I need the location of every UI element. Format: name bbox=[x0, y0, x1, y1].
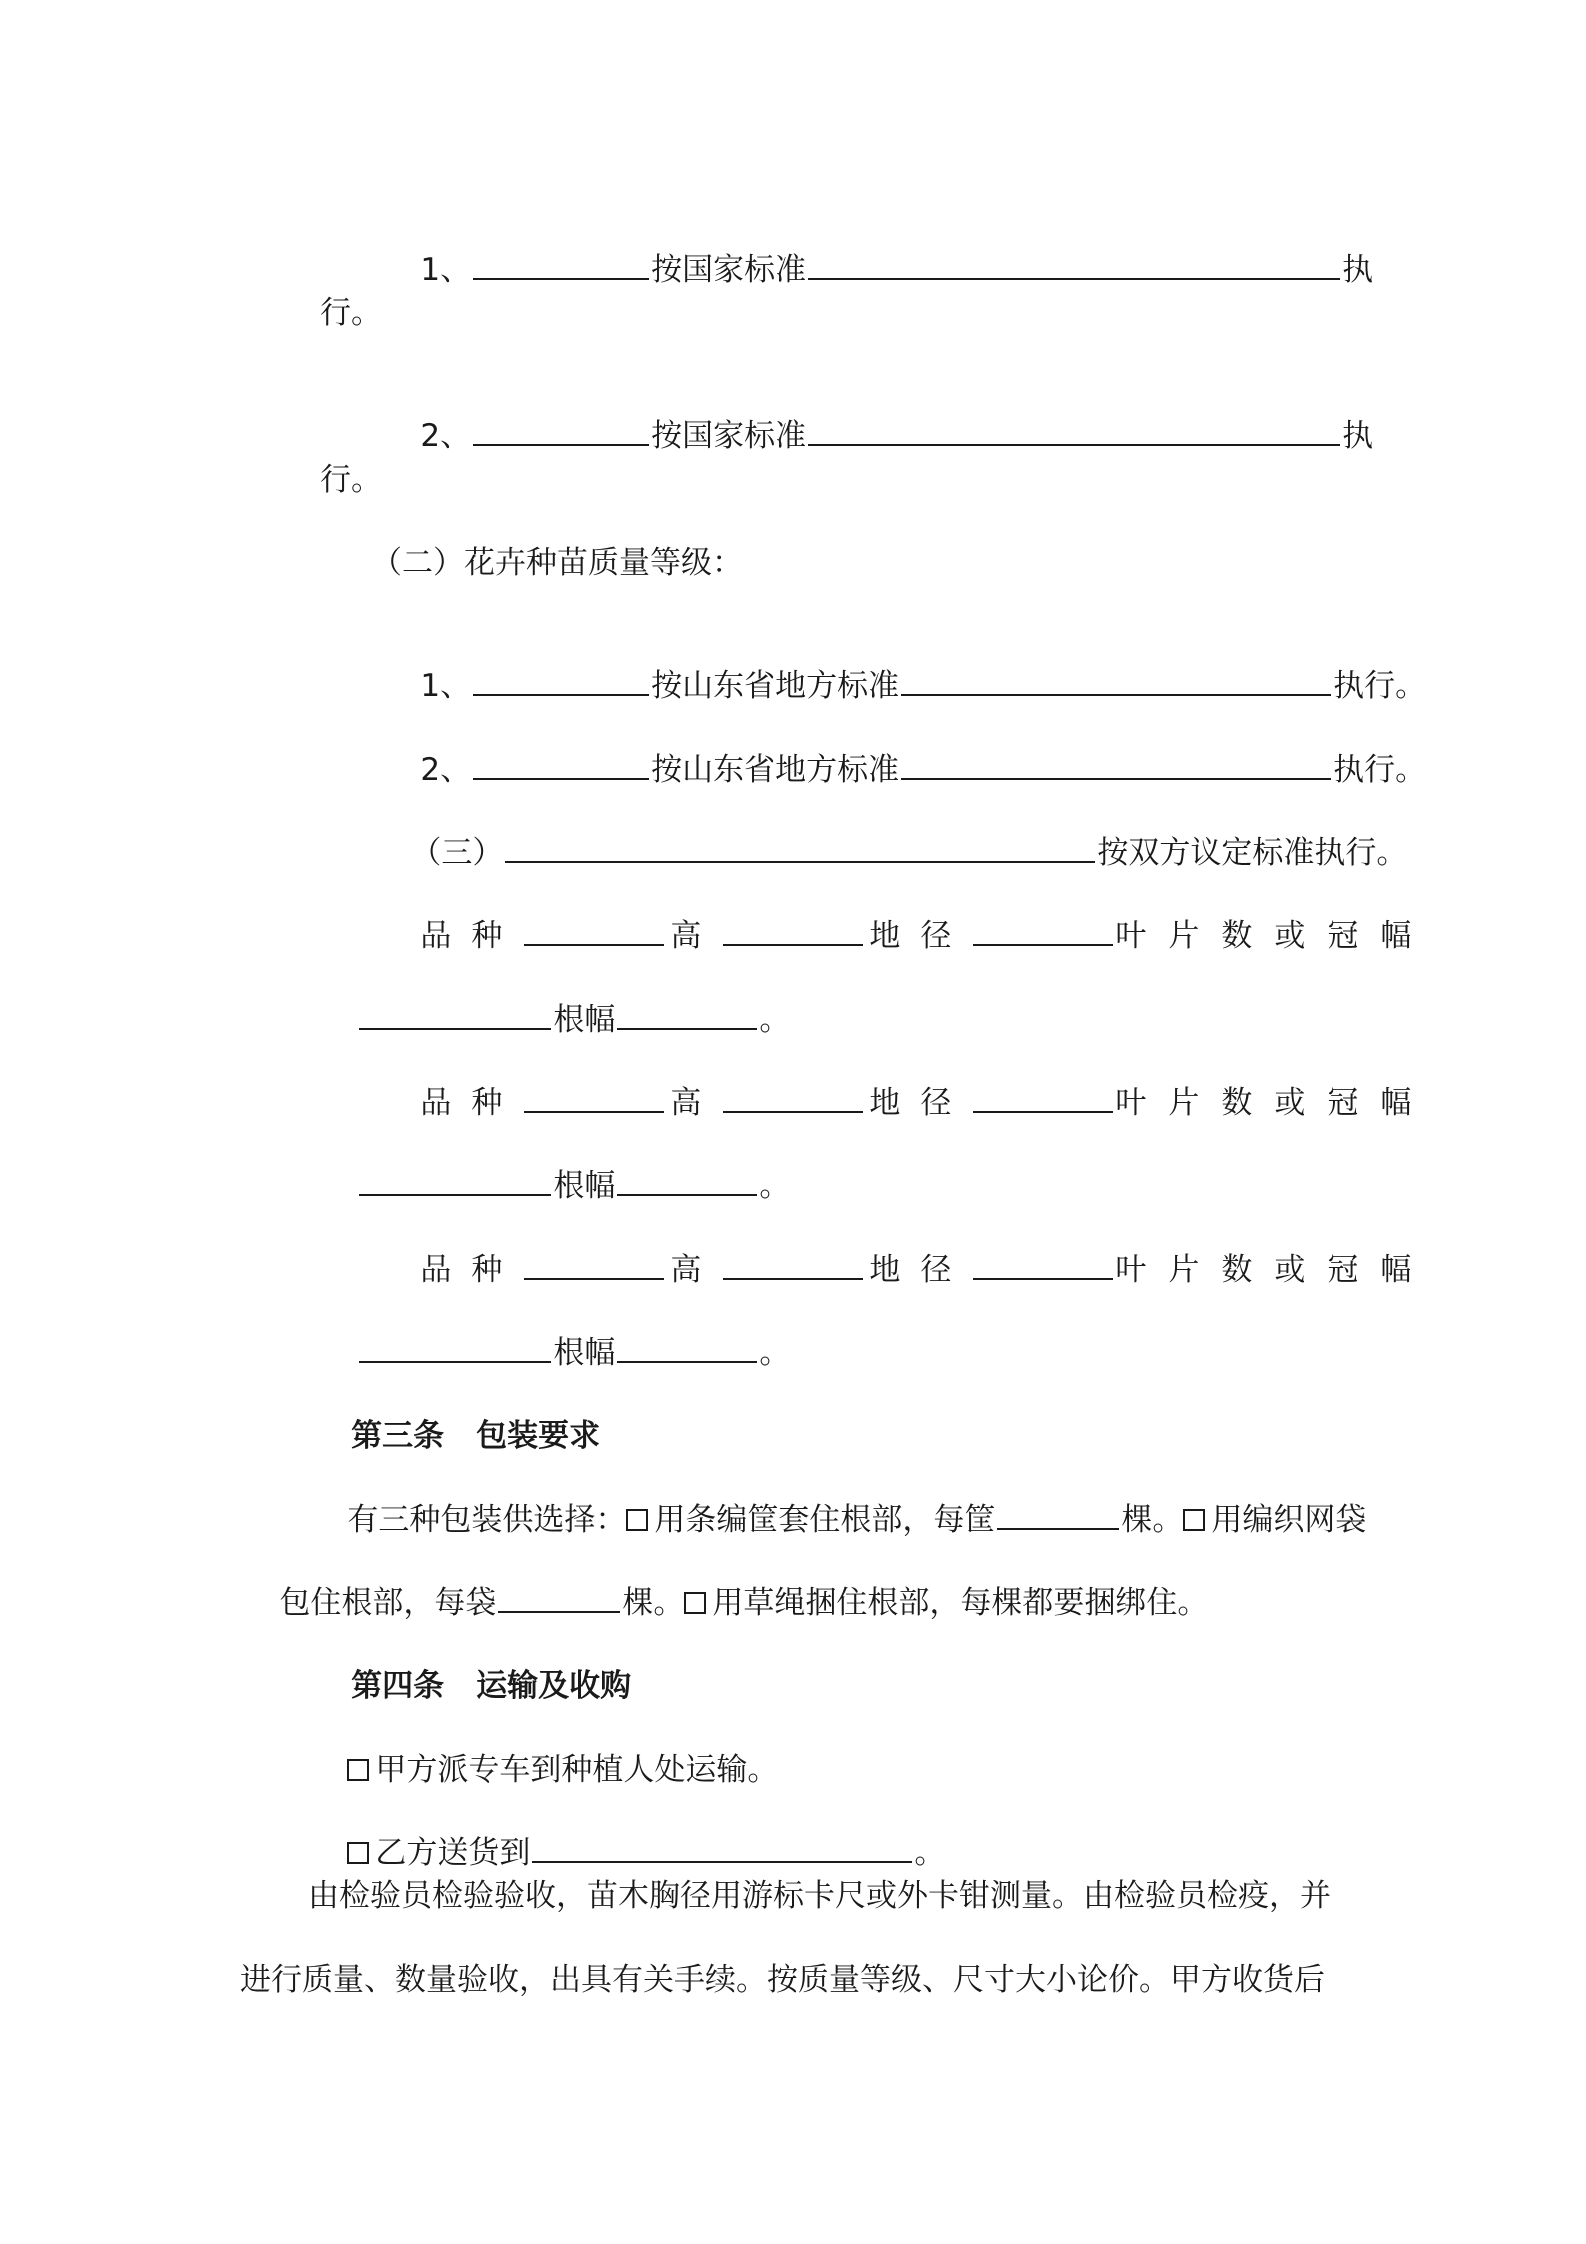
item-number: 2、 bbox=[420, 418, 472, 454]
option-text: 甲方派专车到种植人处运输。 bbox=[375, 1752, 779, 1788]
option-text: 棵。 bbox=[1121, 1502, 1184, 1538]
quality-line-2 bbox=[381, 376, 1373, 496]
blank-field[interactable] bbox=[473, 416, 649, 446]
blank-field[interactable] bbox=[901, 666, 1331, 696]
blank-field[interactable] bbox=[997, 1500, 1119, 1530]
quality-line-1 bbox=[381, 210, 1373, 330]
blank-field[interactable] bbox=[359, 1333, 551, 1363]
blank-field[interactable] bbox=[473, 250, 649, 280]
period: 。 bbox=[759, 1168, 791, 1204]
inspection-paragraph-line-1: 由检验员检验验收，苗木胸径用游标卡尺或外卡钳测量。由检验员检疫，并 bbox=[308, 1878, 1331, 1914]
checkbox[interactable] bbox=[347, 1842, 369, 1864]
option-text: 用编织网袋 bbox=[1211, 1502, 1367, 1538]
blank-field[interactable] bbox=[973, 1250, 1113, 1280]
root-label: 根幅 bbox=[553, 1168, 616, 1204]
blank-field[interactable] bbox=[524, 1083, 664, 1113]
checkbox[interactable] bbox=[1183, 1509, 1205, 1531]
standard-text: 按国家标准 bbox=[651, 418, 807, 454]
blank-field[interactable] bbox=[498, 1583, 620, 1613]
checkbox[interactable] bbox=[626, 1509, 648, 1531]
blank-field[interactable] bbox=[973, 1083, 1113, 1113]
line-end-text: 执 bbox=[1342, 252, 1374, 288]
height-label: 高 bbox=[670, 918, 722, 954]
blank-field[interactable] bbox=[973, 916, 1113, 946]
leaves-label: 叶片数或冠幅 bbox=[1115, 918, 1434, 954]
leaves-label: 叶片数或冠幅 bbox=[1115, 1085, 1434, 1121]
period: 。 bbox=[759, 1335, 791, 1371]
article-number: 第四条 bbox=[351, 1668, 445, 1704]
blank-field[interactable] bbox=[808, 250, 1340, 280]
variety-label: 品种 bbox=[420, 1252, 523, 1288]
option-text: 用条编筐套住根部，每筐 bbox=[654, 1502, 996, 1538]
article-number: 第三条 bbox=[351, 1418, 445, 1454]
blank-field[interactable] bbox=[901, 750, 1331, 780]
checkbox[interactable] bbox=[347, 1759, 369, 1781]
blank-field[interactable] bbox=[723, 916, 863, 946]
item-number: 2、 bbox=[420, 752, 472, 788]
option-text: 棵。 bbox=[622, 1585, 685, 1621]
line-end-text: 执行。 bbox=[1333, 752, 1427, 788]
section-heading: （二）花卉种苗质量等级： bbox=[371, 545, 743, 581]
root-label: 根幅 bbox=[553, 1002, 616, 1038]
blank-field[interactable] bbox=[808, 416, 1340, 446]
blank-field[interactable] bbox=[617, 1333, 757, 1363]
root-label: 根幅 bbox=[553, 1335, 616, 1371]
intro-text: 有三种包装供选择： bbox=[347, 1502, 627, 1538]
blank-field[interactable] bbox=[532, 1833, 912, 1863]
wrapped-text: 行。 bbox=[320, 295, 382, 331]
blank-field[interactable] bbox=[723, 1250, 863, 1280]
item-number: 1、 bbox=[420, 252, 472, 288]
line-end-text: 执行。 bbox=[1333, 668, 1427, 704]
option-text: 用草绳捆住根部，每棵都要捆绑住。 bbox=[712, 1585, 1209, 1621]
period: 。 bbox=[759, 1002, 791, 1038]
checkbox[interactable] bbox=[684, 1592, 706, 1614]
height-label: 高 bbox=[670, 1085, 722, 1121]
height-label: 高 bbox=[670, 1252, 722, 1288]
article-title: 运输及收购 bbox=[476, 1668, 632, 1704]
option-text: 乙方送货到 bbox=[375, 1835, 531, 1871]
blank-field[interactable] bbox=[473, 666, 649, 696]
option-text: 包住根部，每袋 bbox=[279, 1585, 497, 1621]
variety-label: 品种 bbox=[420, 918, 523, 954]
item-number: （三） bbox=[410, 835, 504, 871]
standard-text: 按山东省地方标准 bbox=[651, 752, 900, 788]
line-end-text: 按双方议定标准执行。 bbox=[1097, 835, 1408, 871]
wrapped-text: 行。 bbox=[320, 462, 382, 498]
article-title: 包装要求 bbox=[476, 1418, 601, 1454]
blank-field[interactable] bbox=[524, 916, 664, 946]
blank-field[interactable] bbox=[505, 833, 1095, 863]
standard-text: 按山东省地方标准 bbox=[651, 668, 900, 704]
diameter-label: 地径 bbox=[869, 1252, 972, 1288]
line-end-text: 执 bbox=[1342, 418, 1374, 454]
diameter-label: 地径 bbox=[869, 918, 972, 954]
blank-field[interactable] bbox=[617, 1166, 757, 1196]
blank-field[interactable] bbox=[723, 1083, 863, 1113]
item-number: 1、 bbox=[420, 668, 472, 704]
blank-field[interactable] bbox=[359, 1000, 551, 1030]
variety-label: 品种 bbox=[420, 1085, 523, 1121]
blank-field[interactable] bbox=[359, 1166, 551, 1196]
period: 。 bbox=[914, 1835, 946, 1871]
leaves-label: 叶片数或冠幅 bbox=[1115, 1252, 1434, 1288]
diameter-label: 地径 bbox=[869, 1085, 972, 1121]
blank-field[interactable] bbox=[473, 750, 649, 780]
inspection-paragraph-line-2: 进行质量、数量验收，出具有关手续。按质量等级、尺寸大小论价。甲方收货后 bbox=[240, 1962, 1325, 1998]
standard-text: 按国家标准 bbox=[651, 252, 807, 288]
blank-field[interactable] bbox=[617, 1000, 757, 1030]
blank-field[interactable] bbox=[524, 1250, 664, 1280]
